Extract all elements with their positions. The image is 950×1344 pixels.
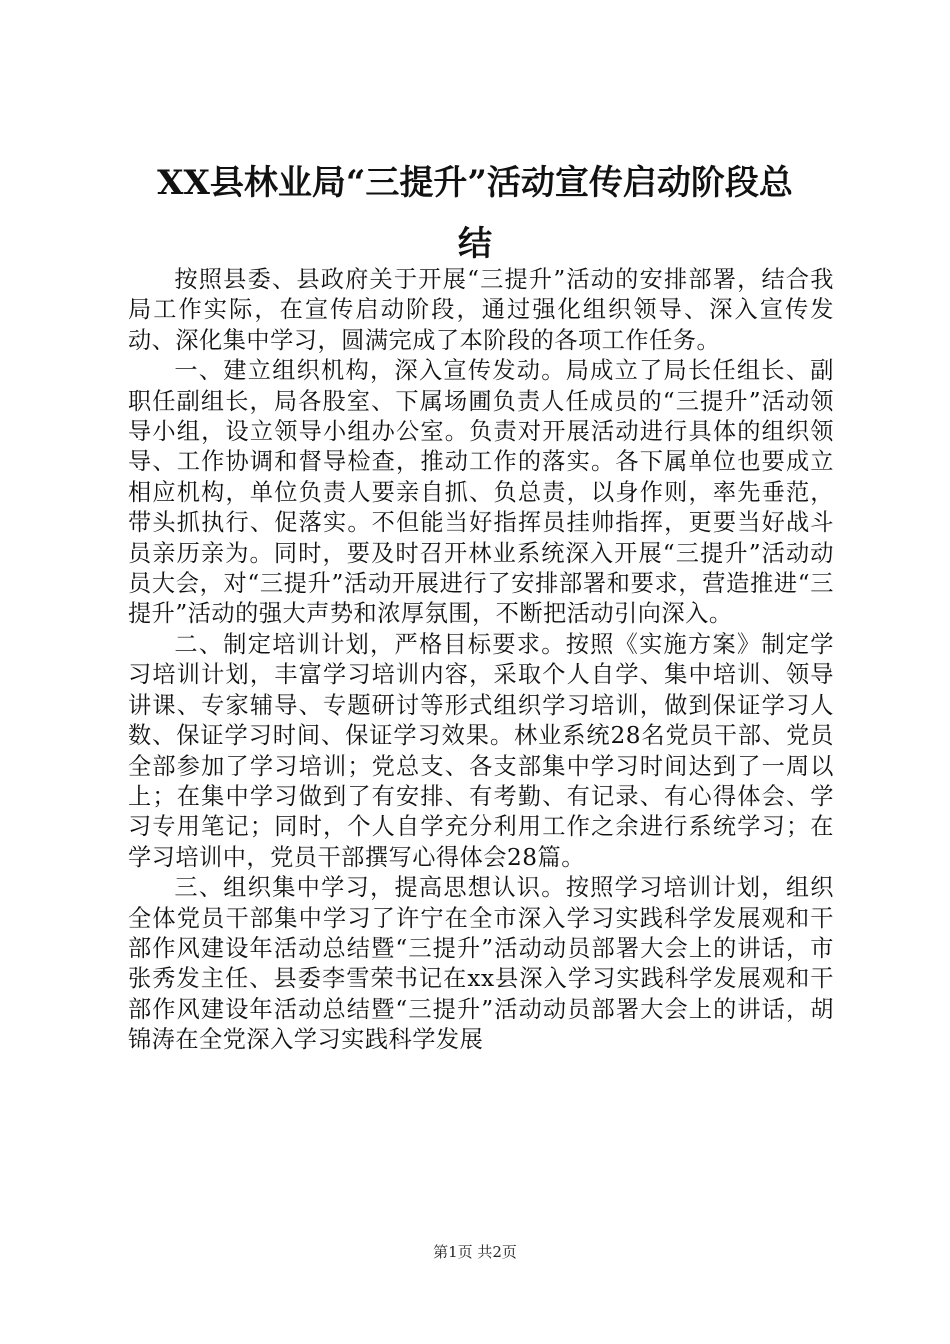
paragraph-intro: 按照县委、县政府关于开展“三提升”活动的安排部署，结合我局工作实际，在宣传启动阶段，通过强化组织领导、深入宣传发动、深化集中学习，圆满完成了本阶段的各项工作任务。 <box>128 266 834 354</box>
paragraph-section-2: 二、制定培训计划，严格目标要求。按照《实施方案》制定学习培训计划，丰富学习培训内容，采取个人自学、集中培训、领导讲课、专家辅导、专题研讨等形式组织学习培训，做到保证学习人数、保证学习时间、保证学习效果。林业系统28名党员干部、党员全部参加了学习培训；党总支、各支部集中学习时间达到了一周以上；在集中学习做到了有安排、有考勤、有记录、有心得体会、学习专用笔记；同时，个人自学充分利用工作之余进行系统学习；在学习培训中，党员干部撰写心得体会28篇。 <box>128 630 834 871</box>
document-title-line-1: XX县林业局“三提升”活动宣传启动阶段总 <box>157 163 793 203</box>
document-body <box>128 265 834 1056</box>
page-number-footer: 第1页 共2页 <box>433 1243 517 1261</box>
paragraph-section-3: 三、组织集中学习，提高思想认识。按照学习培训计划，组织全体党员干部集中学习了许宁在全市深入学习实践科学发展观和干部作风建设年活动总结暨“三提升”活动动员部署大会上的讲话，市张秀发主任、县委李雪荣书记在xx县深入学习实践科学发展观和干部作风建设年活动总结暨“三提升”活动动员部署大会上的讲话，胡锦涛在全党深入学习实践科学发展 <box>128 874 834 1054</box>
paragraph-section-1: 一、建立组织机构，深入宣传发动。局成立了局长任组长、副职任副组长，局各股室、下属场圃负责人任成员的“三提升”活动领导小组，设立领导小组办公室。负责对开展活动进行具体的组织领导、工作协调和督导检查，推动工作的落实。各下属单位也要成立相应机构，单位负责人要亲自抓、负总责，以身作则，率先垂范，带头抓执行、促落实。不但能当好指挥员挂帅指挥，更要当好战斗员亲历亲为。同时，要及时召开林业系统深入开展“三提升”活动动员大会，对“三提升”活动开展进行了安排部署和要求，营造推进“三提升”活动的强大声势和浓厚氛围，不断把活动引向深入。 <box>128 357 834 628</box>
document-title-line-2: 结 <box>458 224 492 264</box>
